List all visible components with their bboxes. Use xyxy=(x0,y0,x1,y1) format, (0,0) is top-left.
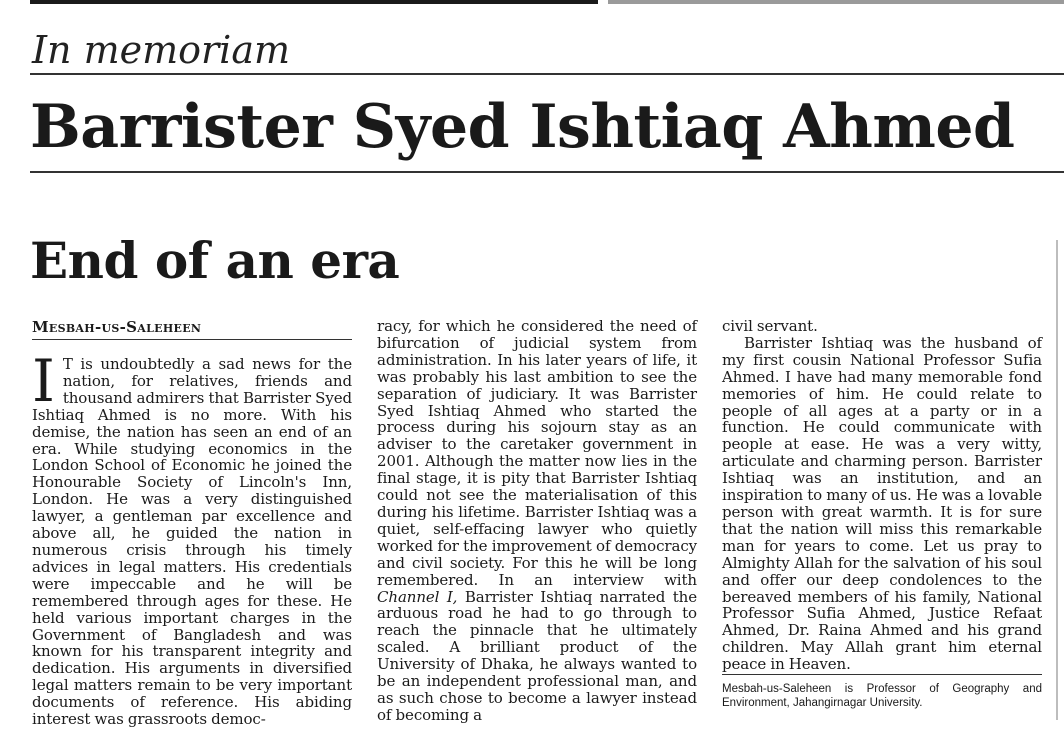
article-paragraph xyxy=(377,318,697,724)
article-paragraph: T is undoubtedly a sad news for the nation, for relatives, friends and thousand admirers that Barrister Syed Ishtiaq Ahmed is no more. With his demise, the nation has seen an end of an era. While studying economics in the London School of Economic he joined the Honourable Society of Lincoln's Inn, London. He was a very distinguished lawyer, a gentleman par excellence and above all, he guided the nation in numerous crisis through his timely advices in legal matters. His credentials were impeccable and he will be remembered through ages for these. He held various important charges in the Government of Bangladesh and was known for his transparent integrity and dedication. His arguments in diversified legal matters remain to be very important documents of reference. His abiding interest was grassroots democ- xyxy=(32,355,352,729)
article-column-1 xyxy=(32,347,352,729)
subheadline: End of an era xyxy=(30,231,400,290)
page-edge xyxy=(1056,240,1058,720)
drop-cap: I xyxy=(32,347,55,415)
section-label: In memoriam xyxy=(32,28,291,72)
section-divider xyxy=(30,73,1064,75)
article-text: racy, for which he considered the need of bifurcation of judicial system from administration. In his later years of life, it was probably his last ambition to see the separation of judiciary. It was Barrister Syed Ishtiaq Ahmed who started the process during his sojourn stay as an adviser to the caretaker government in 2001. Although the matter now lies in the final stage, it is pity that Barrister Ishtiaq could not see the materialisation of this during his lifetime. Barrister Ishtiaq was a quiet, self-effacing lawyer who quietly worked for the improvement of democracy and civil society. For this he will be long remembered. In an interview with xyxy=(377,317,697,589)
channel-name: Channel I, xyxy=(377,587,458,606)
author-note: Mesbah-us-Saleheen is Professor of Geography and Environment, Jahangirnagar University. xyxy=(722,683,1042,709)
top-rule-right xyxy=(608,0,1064,4)
top-rule-left xyxy=(30,0,598,4)
article-paragraph: Barrister Ishtiaq was the husband of my first cousin National Professor Sufia Ahmed. I have had many memorable fond memories of him. He could relate to people of all ages at a party or in a function. He could communicate with people at ease. He was a very witty, articulate and charming person. Barrister Ishtiaq was an institution, and an inspiration to many of us. He was a lovable person with great warmth. It is for sure that the nation will miss this remarkable man for years to come. Let us pray to Almighty Allah for the salvation of his soul and offer our deep condolences to the bereaved members of his family, National Professor Sufia Ahmed, Justice Refaat Ahmed, Dr. Raina Ahmed and his grand children. May Allah grant him eternal peace in Heaven. xyxy=(722,333,1043,674)
headline-divider xyxy=(30,171,1064,173)
article-column-3 xyxy=(722,318,1042,673)
article-paragraph: civil servant. xyxy=(722,317,818,335)
byline-divider xyxy=(32,339,352,340)
article-column-2 xyxy=(377,318,697,724)
article-text: Barrister Ishtiaq narrated the arduous road he had to go through to reach the pinnacle that he ultimately scaled. A brilliant product of the University of Dhaka, he always wanted to be an independent professional man, and as such chose to become a lawyer instead of becoming a xyxy=(377,587,697,724)
byline: Mesbah-us-Saleheen xyxy=(32,318,202,336)
author-note-divider xyxy=(722,674,1042,675)
headline: Barrister Syed Ishtiaq Ahmed xyxy=(30,92,1015,162)
